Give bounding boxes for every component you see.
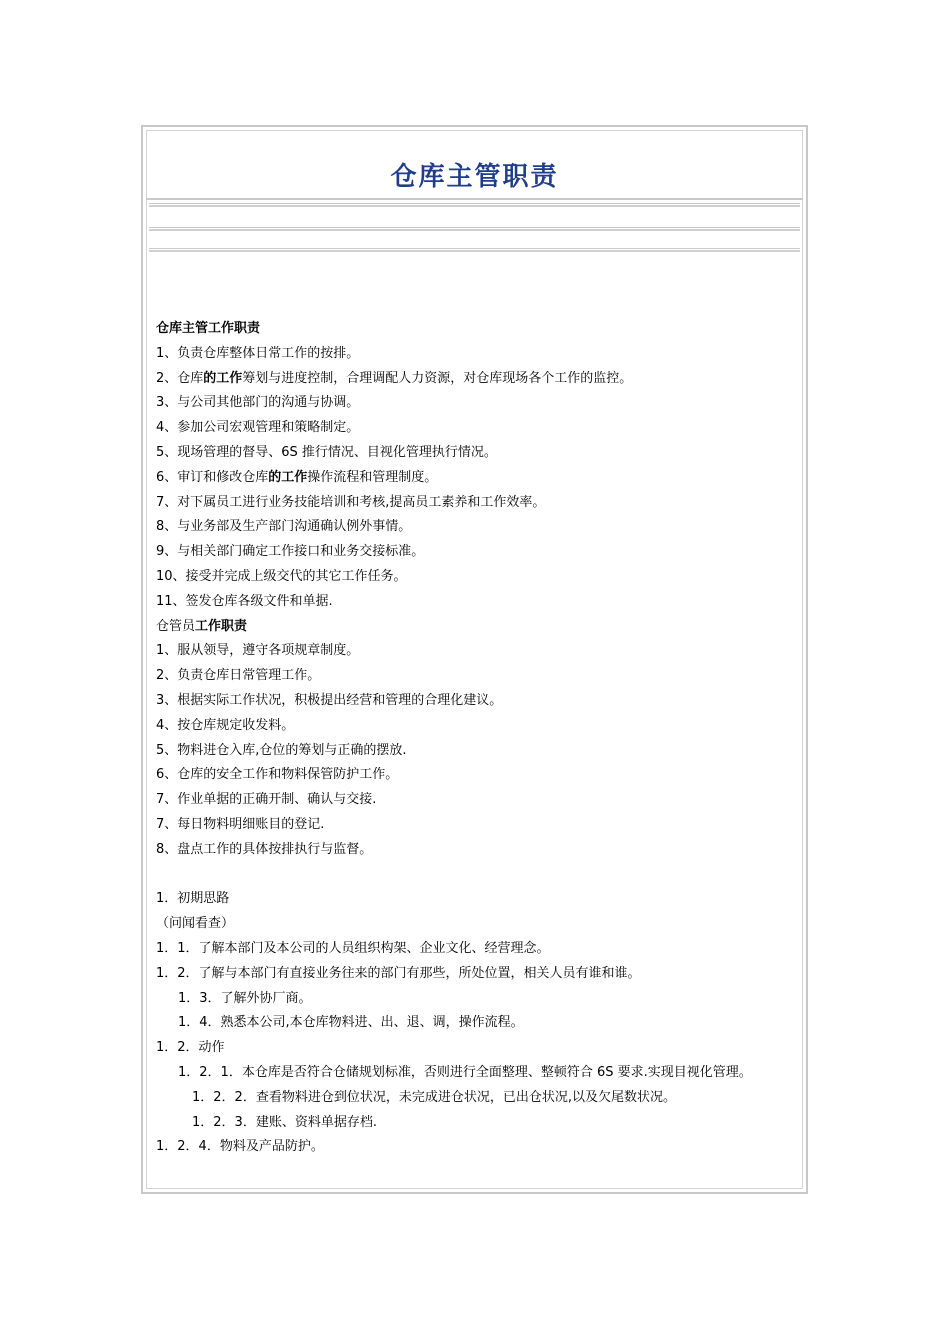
plan-line: 1．2．3．建账、资料单据存档. — [192, 1114, 377, 1130]
list-item: 4、按仓库规定收发料。 — [156, 717, 295, 733]
list-item: 4、参加公司宏观管理和策略制定。 — [156, 420, 360, 436]
list-item: 11、签发仓库各级文件和单据. — [156, 593, 333, 609]
plan-line: 1．4．熟悉本公司,本仓库物料进、出、退、调，操作流程。 — [178, 1015, 524, 1031]
title-cell — [146, 130, 803, 200]
blank-line — [156, 863, 796, 888]
plan-line: 1．2．1．本仓库是否符合仓储规划标准，否则进行全面整理、整顿符合 6S 要求.实现目视化管理。 — [178, 1064, 752, 1080]
list-item: 7、对下属员工进行业务技能培训和考核,提高员工素养和工作效率。 — [156, 494, 546, 510]
list-item: 6、仓库的安全工作和物料保管防护工作。 — [156, 767, 399, 783]
list-item: 8、与业务部及生产部门沟通确认例外事情。 — [156, 519, 412, 535]
list-item: 2、仓库的工作筹划与进度控制，合理调配人力资源，对仓库现场各个工作的监控。 — [156, 370, 633, 386]
document-body — [156, 317, 796, 1160]
supervisor-heading: 仓库主管工作职责 — [156, 321, 261, 336]
keeper-heading: 仓管员工作职责 — [156, 618, 248, 634]
list-item: 6、审订和修改仓库的工作操作流程和管理制度。 — [156, 469, 438, 485]
page-title: 仓库主管职责 — [390, 162, 559, 192]
list-item: 10、接受并完成上级交代的其它工作任务。 — [156, 568, 407, 584]
plan-line: 1．2．2．查看物料进仓到位状况，未完成进仓状况，已出仓状况,以及欠尾数状况。 — [192, 1089, 676, 1105]
list-item: 3、根据实际工作状况，积极提出经营和管理的合理化建议。 — [156, 692, 503, 708]
list-item: 3、与公司其他部门的沟通与协调。 — [156, 395, 360, 411]
list-item: 7、作业单据的正确开制、确认与交接. — [156, 792, 377, 808]
divider-rule — [149, 227, 800, 231]
list-item: 7、每日物料明细账目的登记. — [156, 816, 325, 832]
list-item: 5、现场管理的督导、6S 推行情况、目视化管理执行情况。 — [156, 444, 497, 460]
list-item: 5、物料进仓入库,仓位的筹划与正确的摆放. — [156, 742, 407, 758]
list-item: 2、负责仓库日常管理工作。 — [156, 668, 321, 684]
plan-line: 1．3．了解外协厂商。 — [178, 990, 312, 1006]
list-item: 8、盘点工作的具体按排执行与监督。 — [156, 841, 373, 857]
plan-line: 1．2．动作 — [156, 1040, 225, 1056]
divider-rule — [149, 203, 800, 207]
divider-rule — [149, 248, 800, 252]
list-item: 9、与相关部门确定工作接口和业务交接标准。 — [156, 544, 425, 560]
list-item: 1、负责仓库整体日常工作的按排。 — [156, 345, 360, 361]
plan-line: 1．2．4．物料及产品防护。 — [156, 1139, 324, 1155]
plan-line: （问闻看查） — [156, 916, 235, 932]
plan-line: 1．1．了解本部门及本公司的人员组织构架、企业文化、经营理念。 — [156, 940, 550, 956]
plan-line: 1．初期思路 — [156, 891, 230, 907]
plan-line: 1．2．了解与本部门有直接业务往来的部门有那些，所处位置，相关人员有谁和谁。 — [156, 965, 641, 981]
list-item: 1、服从领导，遵守各项规章制度。 — [156, 643, 360, 659]
